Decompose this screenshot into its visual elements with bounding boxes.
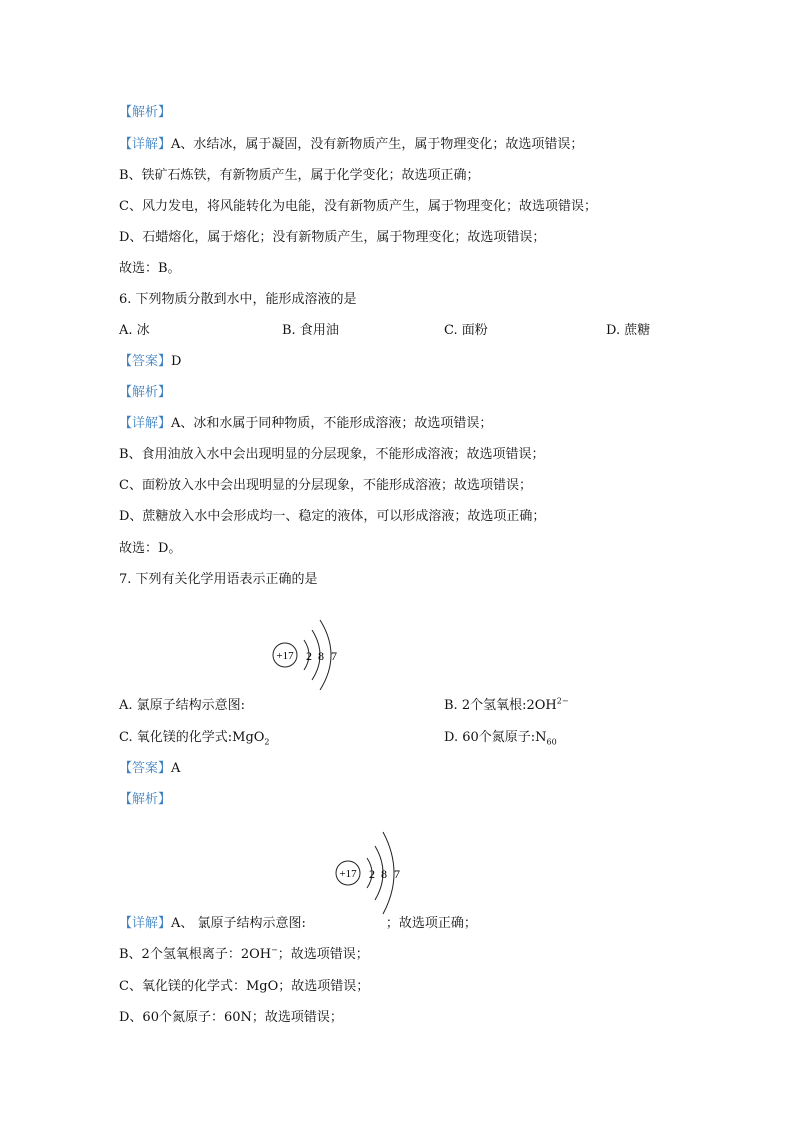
q6-detail-d: D、蔗糖放入水中会形成均一、稳定的液体，可以形成溶液；故选项正确； — [119, 509, 546, 524]
q7-detail-b-post: ；故选项错误； — [277, 947, 369, 962]
atom-shell-1: 2 — [306, 649, 312, 663]
q5-detail-tag: 【详解】 — [119, 137, 172, 152]
q7-detail-b — [119, 946, 369, 964]
q7-detail-a-text: A、 氯原子结构示意图: — [171, 916, 306, 931]
atom-shell-3-2: 7 — [394, 867, 400, 881]
q5-conclusion: 故选：B。 — [119, 261, 181, 276]
q7-detail-b-text: B、2个氢氧根离子：2OH — [119, 947, 272, 962]
q7-answer-value: A — [171, 761, 181, 776]
q6-option-b: B. 食用油 — [282, 323, 339, 338]
q7-option-d-subscript: 60 — [546, 737, 557, 747]
q7-option-b — [444, 697, 569, 715]
atom-nucleus-2: +17 — [339, 868, 357, 880]
q6-analysis-heading: 【解析】 — [119, 385, 172, 400]
q7-detail-a-post: ；故选项正确； — [385, 916, 477, 931]
q7-option-d-text: D. 60个氮原子:N — [444, 730, 547, 745]
q6-answer — [119, 353, 181, 371]
q6-stem: 6. 下列物质分散到水中，能形成溶液的是 — [119, 292, 357, 307]
q7-option-b-charge: 2− — [556, 696, 569, 706]
q7-answer — [119, 760, 180, 778]
q7-analysis-heading: 【解析】 — [119, 792, 172, 807]
q7-option-d — [444, 729, 557, 747]
q6-detail-c: C、面粉放入水中会出现明显的分层现象，不能形成溶液；故选项错误； — [119, 478, 532, 493]
q5-detail-a-text: A、水结冰，属于凝固，没有新物质产生，属于物理变化；故选项错误； — [171, 137, 584, 152]
q7-option-a: A. 氯原子结构示意图: — [119, 698, 246, 713]
q5-detail-a — [119, 136, 583, 154]
q7-stem: 7. 下列有关化学用语表示正确的是 — [119, 572, 318, 587]
q5-analysis-heading: 【解析】 — [119, 105, 172, 120]
q7-answer-tag: 【答案】 — [119, 761, 172, 776]
q6-option-c: C. 面粉 — [444, 323, 488, 338]
q6-option-d: D. 蔗糖 — [606, 323, 651, 338]
q7-option-b-text: B. 2个氢氧根:2OH — [444, 698, 557, 713]
chlorine-atom-diagram-analysis — [333, 828, 413, 918]
q7-detail-tag: 【详解】 — [119, 916, 172, 931]
q6-detail-b: B、食用油放入水中会出现明显的分层现象，不能形成溶液；故选项错误； — [119, 447, 545, 462]
q7-option-c-text: C. 氧化镁的化学式:MgO — [119, 730, 265, 745]
q7-detail-a — [119, 915, 477, 933]
atom-nucleus: +17 — [276, 650, 294, 662]
q6-detail-tag: 【详解】 — [119, 416, 172, 431]
atom-shell-1-2: 2 — [369, 867, 375, 881]
atom-shell-2-2: 8 — [381, 867, 387, 881]
chlorine-atom-diagram — [268, 612, 348, 702]
q5-detail-c: C、风力发电，将风能转化为电能，没有新物质产生，属于物理变化；故选项错误； — [119, 199, 597, 214]
q7-detail-b-charge: − — [271, 945, 278, 955]
q5-detail-b: B、铁矿石炼铁，有新物质产生，属于化学变化；故选项正确； — [119, 168, 480, 183]
q6-detail-a — [119, 415, 492, 433]
q6-answer-value: D — [171, 354, 182, 369]
q6-detail-a-text: A、冰和水属于同种物质，不能形成溶液；故选项错误； — [171, 416, 493, 431]
atom-shell-3: 7 — [331, 649, 337, 663]
q7-detail-d: D、60个氮原子：60N；故选项错误； — [119, 1010, 343, 1025]
atom-shell-2: 8 — [318, 649, 324, 663]
q6-answer-tag: 【答案】 — [119, 354, 172, 369]
q7-option-c — [119, 729, 270, 747]
q6-option-a: A. 冰 — [119, 323, 150, 338]
q5-detail-d: D、石蜡熔化，属于熔化；没有新物质产生，属于物理变化；故选项错误； — [119, 230, 546, 245]
q7-option-c-subscript: 2 — [264, 737, 270, 747]
q6-conclusion: 故选：D。 — [119, 541, 182, 556]
q7-detail-c: C、氧化镁的化学式：MgO；故选项错误； — [119, 979, 370, 994]
